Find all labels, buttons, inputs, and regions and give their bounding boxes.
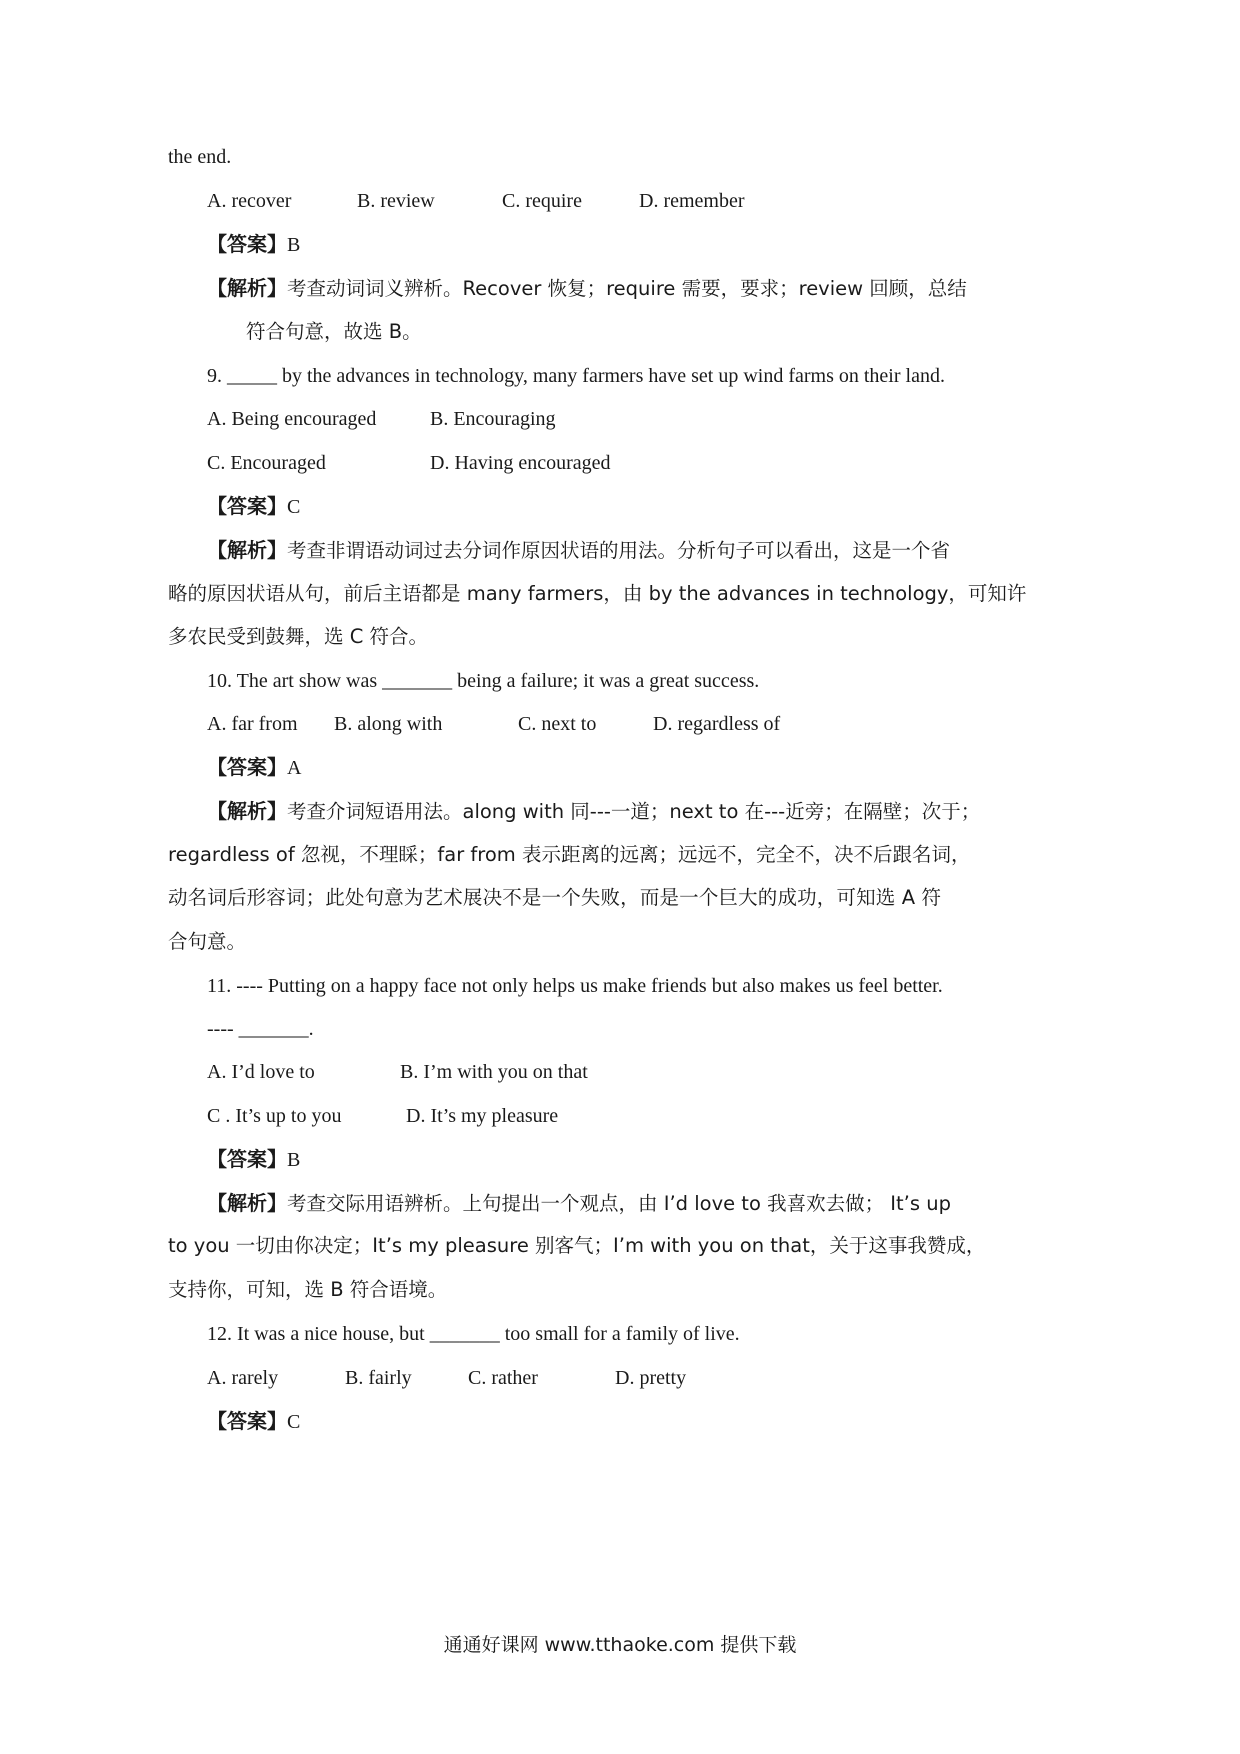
explanation-line	[207, 1189, 951, 1218]
explanation-line	[207, 274, 967, 303]
option-c: C. rather	[468, 1367, 538, 1389]
option-d: D. It’s my pleasure	[406, 1105, 559, 1127]
option-c: C. Encouraged	[207, 452, 326, 474]
explanation-tag: 【解析】	[207, 1191, 287, 1215]
answer-line	[207, 1407, 300, 1436]
option-c: C. next to	[518, 713, 597, 735]
answer-line	[207, 492, 300, 521]
option-b: B. Encouraging	[430, 408, 556, 430]
answer-line	[207, 1145, 300, 1174]
explanation-line: 多农民受到鼓舞，选 C 符合。	[168, 625, 429, 648]
option-b: B. review	[357, 190, 435, 212]
explanation-line: 符合句意，故选 B。	[246, 320, 422, 343]
answer-tag: 【答案】	[207, 232, 287, 256]
explanation-tag: 【解析】	[207, 799, 287, 823]
answer-value: B	[287, 234, 301, 256]
answer-value: A	[287, 757, 302, 779]
option-a: A. rarely	[207, 1367, 279, 1389]
explanation-tag: 【解析】	[207, 538, 287, 562]
explanation-line: 略的原因状语从句，前后主语都是 many farmers，由 by the advances in technology，可知许	[168, 582, 1027, 605]
option-c: C . It’s up to you	[207, 1105, 342, 1127]
option-d: D. remember	[639, 190, 745, 212]
answer-value: C	[287, 496, 301, 518]
explanation-line	[207, 536, 951, 565]
explanation-text: 考查非谓语动词过去分词作原因状语的用法。分析句子可以看出，这是一个省	[287, 539, 951, 562]
option-d: D. pretty	[615, 1367, 687, 1389]
answer-tag: 【答案】	[207, 755, 287, 779]
option-a: A. far from	[207, 713, 298, 735]
option-c: C. require	[502, 190, 582, 212]
explanation-line: regardless of 忽视，不理睬；far from 表示距离的远离；远远不，完全不，决不后跟名词，	[168, 843, 971, 866]
option-b: B. along with	[334, 713, 443, 735]
page-footer: 通通好课网 www.tthaoke.com 提供下载	[443, 1634, 797, 1656]
answer-tag: 【答案】	[207, 1409, 287, 1433]
explanation-tag: 【解析】	[207, 276, 287, 300]
option-a: A. I’d love to	[207, 1061, 315, 1083]
explanation-line: 动名词后形容词；此处句意为艺术展决不是一个失败，而是一个巨大的成功，可知选 A 符	[168, 886, 941, 909]
question-9: 9. _____ by the advances in technology, many farmers have set up wind farms on their land.	[207, 365, 945, 387]
explanation-text: 考查交际用语辨析。上句提出一个观点，由 I’d love to 我喜欢去做； It’s up	[287, 1192, 951, 1215]
answer-value: C	[287, 1411, 301, 1433]
answer-tag: 【答案】	[207, 1147, 287, 1171]
explanation-text: 考查介词短语用法。along with 同---一道；next to 在---近旁；在隔壁；次于；	[287, 800, 981, 823]
explanation-line: 合句意。	[168, 930, 247, 953]
option-d: D. Having encouraged	[430, 452, 611, 474]
explanation-line: 支持你，可知，选 B 符合语境。	[168, 1278, 448, 1301]
answer-line	[207, 230, 300, 259]
option-d: D. regardless of	[653, 713, 781, 735]
question-12: 12. It was a nice house, but _______ too small for a family of live.	[207, 1323, 740, 1345]
question-11-reply: ---- _______.	[207, 1018, 314, 1040]
explanation-text: 考查动词词义辨析。Recover 恢复；require 需要，要求；review 回顾，总结	[287, 277, 967, 300]
option-b: B. fairly	[345, 1367, 412, 1389]
explanation-line: to you 一切由你决定；It’s my pleasure 别客气；I’m with you on that，关于这事我赞成，	[168, 1234, 986, 1257]
answer-line	[207, 753, 301, 782]
question-11: 11. ---- Putting on a happy face not only helps us make friends but also makes us feel better.	[207, 975, 943, 997]
option-b: B. I’m with you on that	[400, 1061, 588, 1083]
question-10: 10. The art show was _______ being a failure; it was a great success.	[207, 670, 760, 692]
text-line: the end.	[168, 146, 232, 168]
explanation-line	[207, 797, 981, 826]
answer-value: B	[287, 1149, 301, 1171]
option-a: A. recover	[207, 190, 292, 212]
option-a: A. Being encouraged	[207, 408, 377, 430]
answer-tag: 【答案】	[207, 494, 287, 518]
